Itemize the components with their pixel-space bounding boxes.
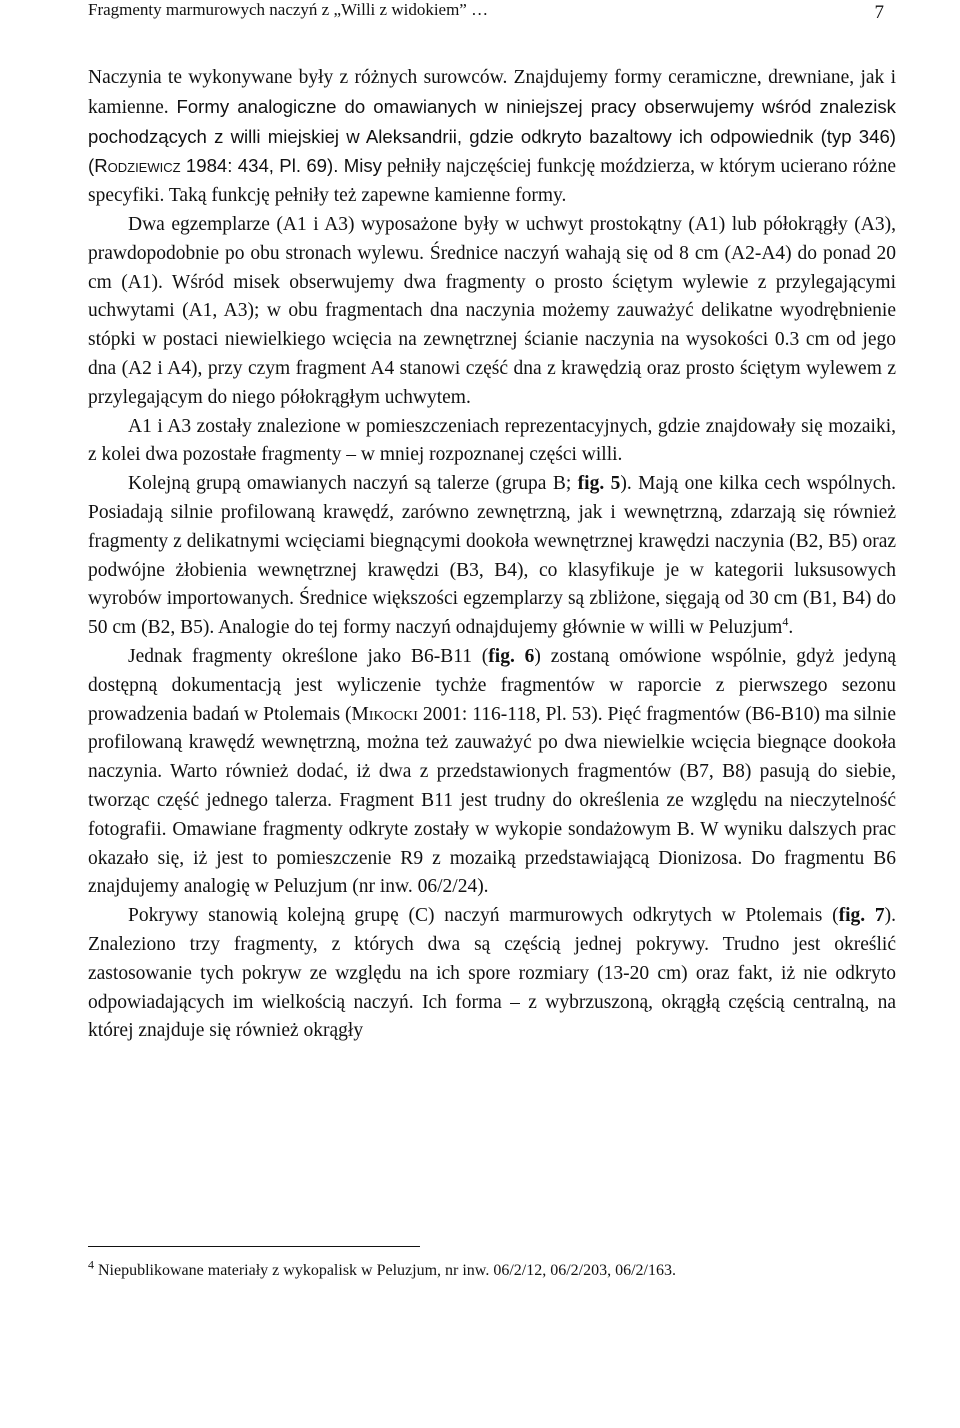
p1-sentence-4: pełniły najczęściej funkcję moździerza, w którym ucierano różne specyfiki. Taką funkcję pełniły też zapewne kamienne formy. (88, 156, 896, 207)
p1-sentence-1: Naczynia te wykonywane były z różnych surowców. Znajdujemy formy ceramiczne, drewniane, jak i kamienne. (88, 67, 896, 118)
citation-author-mikocki: Mikocki (351, 703, 418, 725)
citation-author-rodziewicz: Rodziewicz (94, 155, 181, 177)
paragraph-1 (88, 64, 896, 211)
p5-text-post: 2001: 116-118, Pl. 53). Pięć fragmentów (B6-B10) ma silnie profilowaną krawędź wewnętrzną, można też zauważyć po dwa niewielkie wcięcia biegnące dookoła naczynia. Warto również dodać, iż dwa z przedstawionych fragmentów (B7, B8) pasują do siebie, tworząc część jednego talerza. Fragment B11 jest trudny do określenia ze względu na nieczytelność fotografii. Omawiane fragmenty odkryte zostały w wykopie sondażowym B. W wyniku dalszych prac okazało się, iż jest to pomieszczenie R9 z mozaiką przedstawiającą Dionizosa. Do fragmentu B6 znajdujemy analogię w Peluzjum (nr inw. 06/2/24). (88, 703, 896, 898)
figure-ref-5: fig. 5 (577, 473, 621, 495)
body-text (88, 64, 896, 1046)
paragraph-5 (88, 643, 896, 902)
p5-text-pre: Jednak fragmenty określone jako B6-B11 ( (128, 645, 489, 667)
paragraph-4 (88, 470, 896, 643)
running-title: Fragmenty marmurowych naczyń z „Willi z widokiem” … (88, 0, 489, 19)
page-number: 7 (874, 2, 884, 23)
footnote-4 (88, 1257, 896, 1280)
p4-text-end: . (788, 617, 794, 639)
p6-text-pre: Pokrywy stanowią kolejną grupę (C) naczyń marmurowych odkrytych w Ptolemais ( (128, 905, 839, 927)
footnote-ref-4: 4 (782, 614, 789, 629)
p1-sentence-2: Formy analogiczne do omawianych w niniejszej pracy obserwujemy wśród znalezisk pochodzących z willi miejskiej w Aleksandrii, gdzie odkryto bazaltowy ich odpowiednik (typ 346) ( (88, 95, 896, 177)
p6-text-post: ). Znaleziono trzy fragmenty, z których dwa są częścią jednej pokrywy. Trudno jest określić zastosowanie tych pokryw ze względu na ich spore rozmiary (13-20 cm) oraz fakt, iż nie odkryto odpowiadających im wielkością naczyń. Ich forma – z wybrzuszoną, okrągłą częścią centralną, na której znajduje się również okrągły (88, 905, 896, 1042)
paragraph-2: Dwa egzemplarze (A1 i A3) wyposażone były w uchwyt prostokątny (A1) lub półokrągły (A3), prawdopodobnie po obu stronach wylewu. Średnice naczyń wahają się od 8 cm (A2-A4) do ponad 20 cm (A1). Wśród misek obserwujemy dwa fragmenty o prosto ściętym wylewie z przylegającymi uchwytami (A1, A3); w obu fragmentach dna naczynia możemy zauważyć delikatne wyodrębnienie stópki w postaci niewielkiego wcięcia na zewnętrznej ścianie naczynia na wysokości 0.3 cm od jego dna (A2 i A4), przy czym fragment A4 stanowi część dna z krawędzią oraz prosto ściętym wylewem z przylegającym do niego półokrągłym uchwytem. (88, 213, 896, 408)
p4-text-post: ). Mają one kilka cech wspólnych. Posiadają silnie profilowaną krawędź, zarówno zewnętrzną, jak i wewnętrzną, zdarzają się również fragmenty z delikatnymi wcięciami biegnącymi dookoła wewnętrznej krawędzi naczynia (B2, B5) oraz podwójne żłobienia wewnętrznej krawędzi (B3, B4), co klasyfikuje je w kategorii luksusowych wyrobów importowanych. Średnice większości egzemplarzy są zbliżone, sięgają od 30 cm (B1, B4) do 50 cm (B2, B5). Analogie do tej formy naczyń odnajdujemy głównie w willi w Peluzjum (88, 473, 896, 639)
figure-ref-6: fig. 6 (488, 645, 535, 667)
running-header (88, 0, 896, 24)
footnote-number: 4 (88, 1257, 94, 1272)
p1-citation-tail: 1984: 434, Pl. 69). Misy (180, 155, 382, 177)
p5-text-mid: ) zostaną omówione wspólnie, gdyż jedyną dostępną dokumentacją jest wyliczenie tychże fragmentów w raporcie z pierwszego sezonu prowadzenia badań w Ptolemais ( (88, 645, 896, 725)
paragraph-3: A1 i A3 zostały znalezione w pomieszczeniach reprezentacyjnych, gdzie znajdowały się mozaiki, z kolei dwa pozostałe fragmenty – w mniej rozpoznanej części willi. (88, 415, 896, 466)
figure-ref-7: fig. 7 (838, 905, 885, 927)
footnote-text: Niepublikowane materiały z wykopalisk w Peluzjum, nr inw. 06/2/12, 06/2/203, 06/2/163. (94, 1262, 676, 1279)
p4-text-pre: Kolejną grupą omawianych naczyń są talerze (grupa B; (128, 473, 578, 495)
footnote-separator (88, 1246, 420, 1247)
paragraph-6 (88, 902, 896, 1046)
